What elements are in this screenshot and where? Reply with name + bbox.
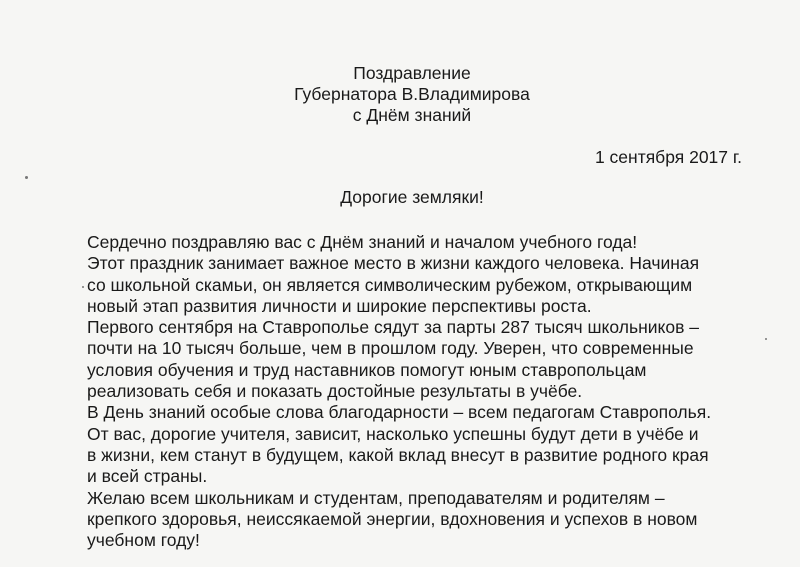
body-line: со школьной скамьи, он является символическим рубежом, открывающим bbox=[87, 274, 693, 295]
title-line: Губернатора В.Владимирова bbox=[294, 84, 530, 104]
body-line: Сердечно поздравляю вас с Днём знаний и началом учебного года! bbox=[87, 232, 638, 252]
body-line: В День знаний особые слова благодарности – всем педагогам Ставрополья. bbox=[87, 402, 712, 423]
scan-speck bbox=[765, 338, 767, 340]
body-line: почти на 10 тысяч больше, чем в прошлом году. Уверен, что современные bbox=[87, 338, 694, 359]
document-date: 1 сентября 2017 г. bbox=[594, 147, 742, 167]
body-line: условия обучения и труд наставников помогут юным ставропольцам bbox=[87, 359, 647, 380]
title-line: Поздравление bbox=[353, 63, 471, 83]
greeting: Дорогие земляки! bbox=[340, 187, 484, 207]
body-line: и всей страны. bbox=[87, 466, 208, 487]
body-line: новый этап развития личности и широкие перспективы роста. bbox=[87, 295, 592, 316]
body-line: От вас, дорогие учителя, зависит, насколько успешны будут дети в учёбе и bbox=[87, 423, 699, 444]
body-line: в жизни, кем станут в будущем, какой вклад внесут в развитие родного края bbox=[87, 444, 709, 465]
body-line: крепкого здоровья, неиссякаемой энергии, вдохновения и успехов в новом bbox=[87, 508, 698, 529]
scan-speck bbox=[82, 286, 84, 288]
title-line: с Днём знаний bbox=[352, 105, 472, 125]
body-line: реализовать себя и показать достойные результаты в учёбе. bbox=[87, 381, 583, 402]
scan-speck bbox=[25, 176, 28, 179]
letter-body bbox=[87, 232, 767, 551]
document-title bbox=[0, 63, 800, 126]
body-line: Желаю всем школьникам и студентам, преподавателям и родителям – bbox=[87, 487, 665, 508]
body-line: учебном году! bbox=[87, 530, 200, 551]
body-line: Этот праздник занимает важное место в жизни каждого человека. Начиная bbox=[87, 253, 700, 274]
body-line: Первого сентября на Ставрополье сядут за парты 287 тысяч школьников – bbox=[87, 317, 700, 338]
